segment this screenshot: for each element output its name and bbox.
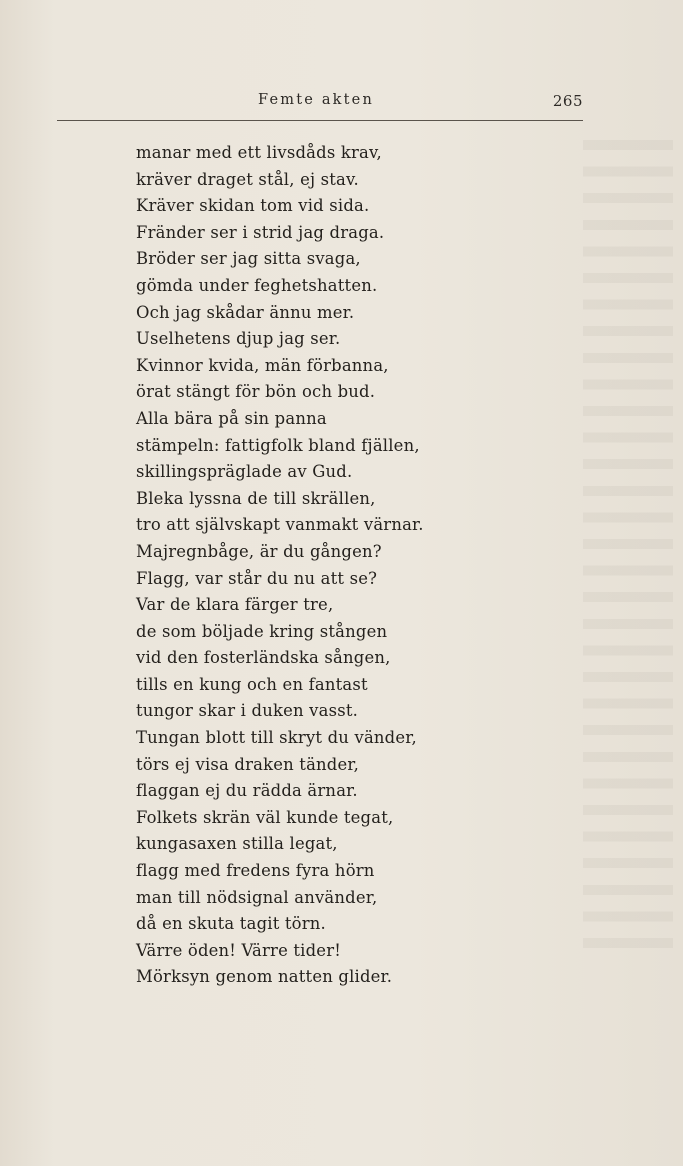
poem-line: de som böljade kring stången [136,621,388,641]
poem-text [136,140,466,991]
poem-line: örat stängt för bön och bud. [136,382,376,402]
poem-line: man till nödsignal använder, [136,887,378,907]
page-number: 265 [552,92,583,110]
poem-line: flaggan ej du rädda ärnar. [136,781,358,801]
poem-line: Uselhetens djup jag ser. [136,329,341,349]
poem-line: Folkets skrän väl kunde tegat, [136,807,394,827]
running-title: Femte akten [258,92,374,108]
poem-line: Mörksyn genom natten glider. [136,967,393,987]
poem-line: Värre öden! Värre tider! [136,940,342,960]
poem-line: Majregnbåge, är du gången? [136,541,382,561]
poem-line: kräver draget stål, ej stav. [136,169,359,189]
poem-line: vid den fosterländska sången, [136,648,391,668]
poem-line: Bleka lyssna de till skrällen, [136,488,376,508]
poem-line: Kvinnor kvida, män förbanna, [136,355,389,375]
poem-line: stämpeln: fattigfolk bland fjällen, [136,435,420,455]
poem-line: Alla bära på sin panna [136,408,327,428]
poem-line: skillingspräglade av Gud. [136,462,353,482]
page-header [57,92,583,121]
poem-line: Kräver skidan tom vid sida. [136,196,370,216]
poem-line: Bröder ser jag sitta svaga, [136,249,361,269]
poem-line: tills en kung och en fantast [136,674,368,694]
poem-line: tungor skar i duken vasst. [136,701,359,721]
poem-line: törs ej visa draken tänder, [136,754,360,774]
poem-line: Och jag skådar ännu mer. [136,302,355,322]
poem-line: tro att självskapt vanmakt värnar. [136,515,424,535]
poem-line: gömda under feghetshatten. [136,275,378,295]
show-through-bleed [583,140,673,960]
poem-line: flagg med fredens fyra hörn [136,861,375,881]
poem-line: manar med ett livsdåds krav, [136,143,382,162]
poem-line: kungasaxen stilla legat, [136,834,338,854]
poem-line: Fränder ser i strid jag draga. [136,222,385,242]
poem-line: Flagg, var står du nu att se? [136,568,378,588]
poem-line: Var de klara färger tre, [136,595,334,615]
poem-line: då en skuta tagit törn. [136,914,326,934]
poem-line: Tungan blott till skryt du vänder, [136,728,417,748]
